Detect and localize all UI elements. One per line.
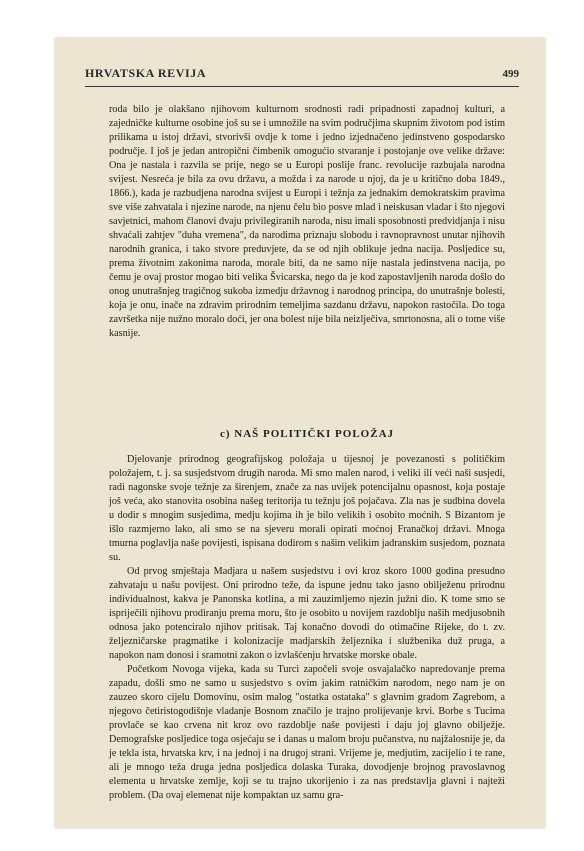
paragraph: roda bilo je olakšano njihovom kulturnom srodnosti radi pripadnosti zapadnoj kulturi, a zajedničke kulturne osobine još su se i umnožile na svim područjima skupnim životom pod istim prilikama u istoj državi, stvorivši ovdje k tome i jedno izjednačeno jedinstveno gospodarsko područje. I još je jedan antropični čimbenik omogućio stvaranje i postojanje ove velike države: Ona je nastala i razvila se prije, nego se u Europi poslije franc. revolucije razbujala narodna svijest. Nesreća je bila za ovu državu, a možda i za narode u njoj, da je u kritično doba 1849., 1866.), kada je razbudjena narodna svijest u Europi i težnja za jednakim demokratskim pravima sve više zahvatala i njezine narode, na njenu čelu bio posve mlad i neiskusan vladar i što njegovi savjetnici, mahom članovi dvaju privilegiranih naroda, nisu imali sposobnosti predvidjanja i nisu shvaćali zahtjev "duha vremena", da narodima priznaju slobodu i ravnopravnost unutar njihovih narodnih granica, i tako stvore preduvjete, da se od njih oblikuje jedna nacija. Posljedice su, prema životnim zakonima naroda, morale biti, da ne samo nije nastala jedinstvena nacija, po čemu je ovaj prostor mogao biti velika Švicarska, nego da je kod zapostavljenih naroda došlo do onog unutrašnjeg tragičnog sukoba izmedju državnog i narodnog principa, do unutrašnje bolesti, koja je onu, inače na zdravim prirodnim temeljima sazdanu državu, napokon rastočila. Do toga završetka nije nužno moralo doći, jer ona bolest nije bila neizlječiva, smrtonosna, ali o tome više kasnije. — [109, 104, 505, 339]
paragraph: Djelovanje prirodnog geografijskog položaja u tijesnoj je povezanosti s političkim položajem, t. j. sa susjedstvom drugih naroda. Mi smo malen narod, i veliki ili veći naši susjedi, radi nagonske svoje težnje za širenjem, znače za nas uvijek potencijalnu opasnost, koja postaje još veća, ako stanovita osobina našeg teritorija tu težnju još pojačava. Zla nas je sudbina dovela u dodir s mnogim susjedima, medju kojima ih je bilo velikih i osobito moćnih. S Bizantom je išlo razmjerno lako, ali smo se na sjeveru morali opirati moćnoj Franačkoj državi. Mnoga tmurna poglavlja naše povijesti, ispisana dodirom s našim velikim jadranskim susjedom, poznata su. — [109, 454, 505, 563]
running-head — [85, 66, 519, 84]
book-page — [55, 38, 545, 828]
paragraph: Od prvog smještaja Madjara u našem susjedstvu i ovi kroz skoro 1000 godina presudno zahvataju u našu povijest. Oni prirodno teže, da ispune jednu tako jasno obilježenu prirodnu individualnost, kakva je Panonska kotlina, a mi zauzimljemo njezin južni dio. K tome smo se ispriječili njihovu prodiranju prema moru, što je osobito u novijem razdoblju naših medjusobnih odnosa jako potenciralo njihov pritisak. Taj konačno dovodi do otimačine Rijeke, do t. zv. željezničarske pragmatike i kolonizacije madjarskih željeznika i službenika duž pruga, a napokon nam donosi i sramotni zakon o izvlašćenju hrvatske morske obale. — [109, 566, 505, 661]
page-number: 499 — [502, 68, 519, 80]
text-block-bottom — [109, 453, 505, 803]
text-block-top — [109, 103, 505, 341]
header-rule — [85, 86, 519, 87]
section-heading: c) NAŠ POLITIČKI POLOŽAJ — [219, 428, 395, 440]
paragraph: Početkom Novoga vijeka, kada su Turci započeli svoje osvajalačko napredovanje prema zapadu, došli smo ne samo u susjedstvo s ovim jakim ratničkim narodom, nego nam je on zauzeo skoro cijelu Domovinu, osim malog "ostatka ostataka" s glavnim gradom Zagrebom, a njegovo četiristogodišnje vladanje Bosnom značilo je trajno prolijevanje krvi. Borbe s Tucima provlače se kao crvena nit kroz ovo razdoblje naše povijesti i daju joj glavno obilježje. Demografske posljedice toga osjećaju se i danas u malom broju pučanstva, nu najžalosnije je, da je tekla ista, hrvatska krv, i na jednoj i na drugoj strani. Vrijeme je, medjutim, zacijelio i te rane, ali je mnogo teža druga jedna posljedica dolaska Turaka, dovodjenje brojnog pravoslavnog elementa u hrvatske zemlje, koji se tu trajno ukorijenio i za nas predstavlja glavni i najteži problem. (Da ovaj elemenat nije kompaktan uz samu gra- — [109, 664, 505, 801]
journal-name: HRVATSKA REVIJA — [85, 66, 207, 80]
